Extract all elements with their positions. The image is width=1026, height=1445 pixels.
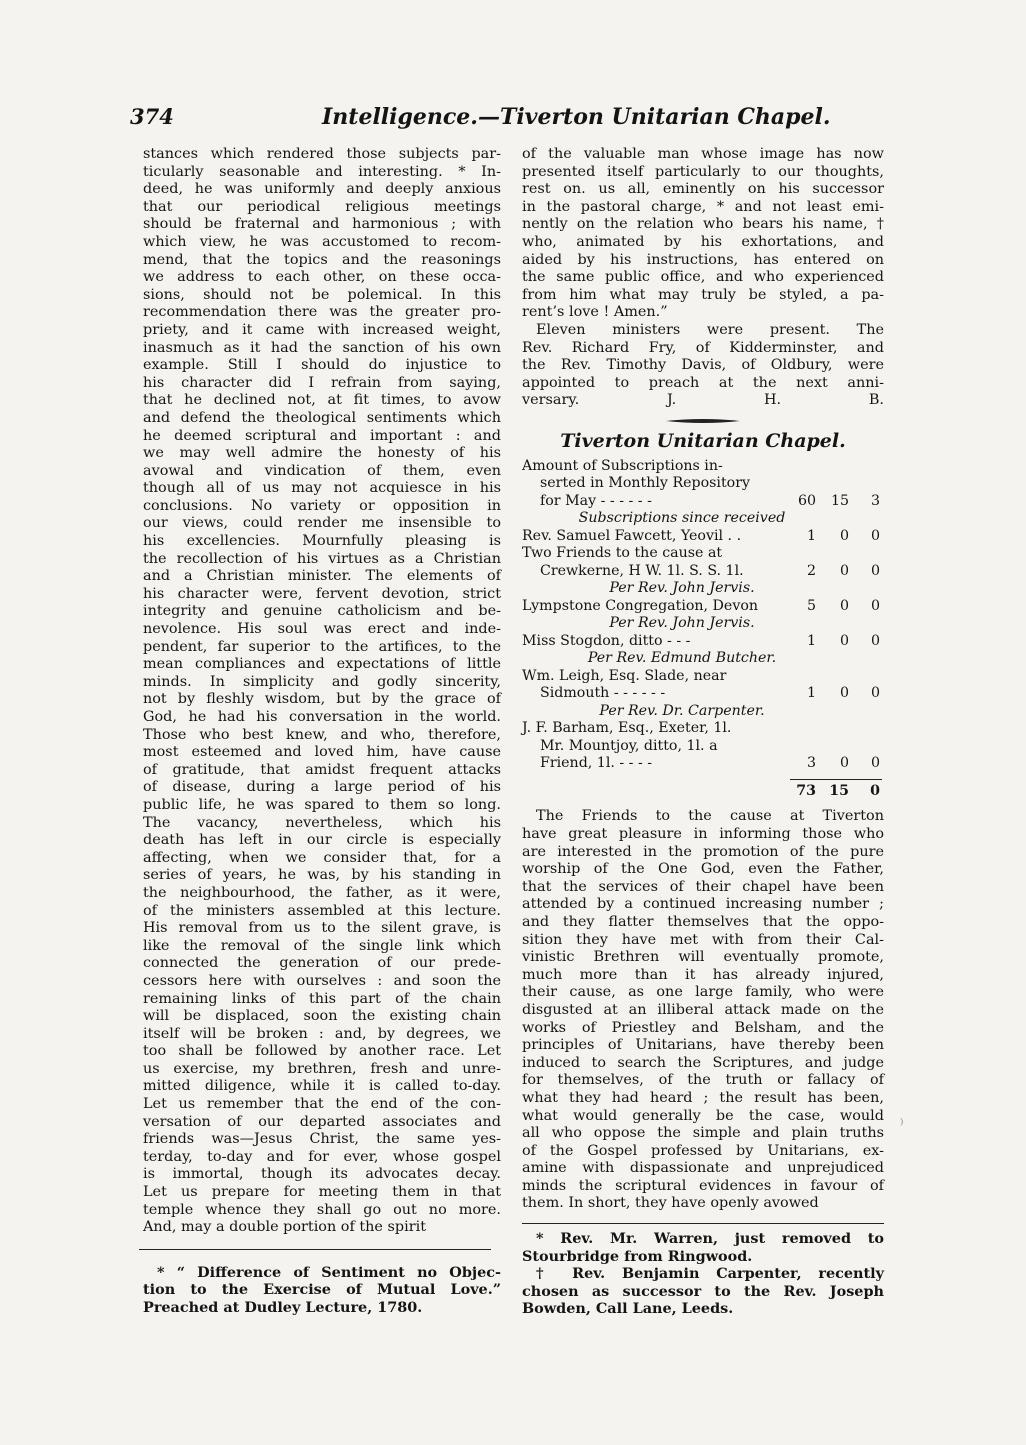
text-line: remaining links of this part of the chain — [143, 990, 501, 1007]
text-line: ticularly seasonable and interesting. * In- — [143, 163, 501, 180]
total-pounds: 73 — [796, 782, 816, 799]
text-line: temple whence they shall go out no more. — [143, 1201, 501, 1218]
text-line: example. Still I should do injustice to — [143, 357, 501, 374]
subscription-row — [522, 528, 884, 546]
subscription-row — [522, 458, 884, 476]
text-line: is immortal, though its advocates decay. — [143, 1166, 501, 1183]
text-line: the recollection of his virtues as a Christian — [143, 550, 501, 567]
text-line: mend, that the topics and the reasonings — [143, 251, 501, 268]
text-line: recommendation there was the greater pro- — [143, 304, 501, 321]
left-body-text — [143, 146, 501, 1237]
amount-shillings: 0 — [839, 527, 849, 544]
amount-pounds: 60 — [797, 492, 816, 509]
text-line: aided by his instructions, has entered on — [522, 251, 884, 268]
text-line: itself will be broken : and, by degrees, we — [143, 1025, 501, 1042]
text-line: affecting, when we consider that, for a — [143, 849, 501, 866]
text-line: minds. In simplicity and godly sincerity, — [143, 673, 501, 690]
text-line: what would generally be the case, would — [522, 1107, 884, 1124]
footnote-line: tion to the Exercise of Mutual Love.” — [143, 1281, 501, 1299]
subscription-row — [522, 545, 884, 563]
subscription-row — [522, 668, 884, 686]
amount-pounds: 1 — [806, 527, 816, 544]
text-line: cessors here with ourselves : and soon the — [143, 972, 501, 989]
subscription-text: Amount of Subscriptions in- — [522, 457, 723, 474]
amount-shillings: 0 — [839, 562, 849, 579]
text-line: the same public office, and who experienced — [522, 269, 884, 286]
text-line: not by fleshly wisdom, but by the grace of — [143, 691, 501, 708]
subscription-text: Crewkerne, H W. 1l. S. S. 1l. — [540, 562, 744, 579]
subscription-text: Per Rev. John Jervis. — [609, 615, 755, 632]
subscription-row — [522, 738, 884, 756]
amount-pounds: 1 — [806, 685, 816, 702]
subscription-row — [522, 633, 884, 651]
footnote-line: chosen as successor to the Rev. Joseph — [522, 1282, 884, 1300]
running-title: Intelligence.—Tiverton Unitarian Chapel. — [322, 104, 831, 130]
text-line: amine with dispassionate and unprejudiced — [522, 1160, 884, 1177]
footnote-line: † Rev. Benjamin Carpenter, recently — [536, 1265, 884, 1283]
text-line: versary. J. H. B. — [522, 392, 884, 409]
text-line: mitted diligence, while it is called to-day. — [143, 1078, 501, 1095]
text-line: though all of us may not acquiesce in his — [143, 480, 501, 497]
text-line: vinistic Brethren will eventually promote, — [522, 949, 884, 966]
subscription-text: for May - - - - - - — [540, 492, 652, 509]
amount-pounds: 1 — [806, 632, 816, 649]
text-line: His removal from us to the silent grave, is — [143, 920, 501, 937]
amount-pence: 0 — [870, 527, 880, 544]
text-line: of disease, during a large period of his — [143, 779, 501, 796]
subscription-text: Subscriptions since received — [578, 510, 786, 527]
subscription-text: Miss Stogdon, ditto - - - — [522, 632, 691, 649]
text-line: that our periodical religious meetings — [143, 198, 501, 215]
text-line: Let us prepare for meeting them in that — [143, 1184, 501, 1201]
text-line: should be fraternal and harmonious ; with — [143, 216, 501, 233]
text-line: avowal and vindication of them, even — [143, 462, 501, 479]
total-pence: 0 — [870, 782, 880, 799]
text-line: his character were, fervent devotion, strict — [143, 585, 501, 602]
text-line: Rev. Richard Fry, of Kidderminster, and — [522, 339, 884, 356]
total-shillings: 15 — [829, 782, 849, 799]
text-line: Let us remember that the end of the con- — [143, 1096, 501, 1113]
subscription-row — [522, 720, 884, 738]
text-line: his excellencies. Mournfully pleasing is — [143, 533, 501, 550]
text-line: deed, he was uniformly and deeply anxious — [143, 181, 501, 198]
amount-shillings: 0 — [839, 755, 849, 772]
footnote-line: * “ Difference of Sentiment no Objec- — [157, 1263, 501, 1281]
text-line: And, may a double portion of the spirit — [143, 1219, 426, 1236]
text-line: of gratitude, that amidst frequent attacks — [143, 761, 501, 778]
subscription-text: Friend, 1l. - - - - — [540, 755, 653, 772]
text-line: from him what may truly be styled, a pa- — [522, 286, 884, 303]
subscription-text: Per Rev. Dr. Carpenter. — [599, 702, 765, 719]
amount-pence: 3 — [870, 492, 880, 509]
footnote-line: Bowden, Call Lane, Leeds. — [522, 1300, 734, 1318]
text-line: rent’s love ! Amen.” — [522, 304, 668, 321]
text-line: which view, he was accustomed to recom- — [143, 233, 501, 250]
subscription-row — [522, 598, 884, 616]
text-line: sition they have met with from their Cal- — [522, 931, 884, 948]
subscription-text: Mr. Mountjoy, ditto, 1l. a — [540, 737, 718, 754]
text-line: induced to search the Scriptures, and judge — [522, 1054, 884, 1071]
left-footnote — [143, 1264, 501, 1317]
text-line: and a Christian minister. The elements of — [143, 568, 501, 585]
right-footnotes — [522, 1230, 884, 1318]
text-line: minds the scriptural evidences in favour of — [522, 1177, 884, 1194]
text-line: what they had heard ; the result has been, — [522, 1089, 884, 1106]
text-line: that the services of their chapel have been — [522, 878, 884, 895]
text-line: most esteemed and loved him, have cause — [143, 744, 501, 761]
right-body-text — [522, 808, 884, 1213]
text-line: their cause, as one large family, who were — [522, 984, 884, 1001]
text-line: worship of the One God, even the Father, — [522, 861, 884, 878]
text-line: nevolence. His soul was erect and inde- — [143, 621, 501, 638]
subscription-via-row — [522, 510, 884, 528]
right-column — [522, 146, 884, 1318]
text-line: them. In short, they have openly avowed — [522, 1195, 819, 1212]
text-line: much more than it has already injured, — [522, 966, 884, 983]
subscription-text: Per Rev. John Jervis. — [609, 580, 755, 597]
text-line: that he declined not, at fit times, to avow — [143, 392, 501, 409]
text-line: too shall be followed by another race. Let — [143, 1043, 501, 1060]
text-line: like the removal of the single link which — [143, 937, 501, 954]
text-line: presented itself particularly to our thoughts, — [522, 163, 884, 180]
text-line: God, he had his conversation in the world. — [143, 709, 501, 725]
text-line: versation of our departed associates and — [143, 1113, 501, 1130]
footnote-line: Preached at Dudley Lecture, 1780. — [143, 1299, 423, 1316]
text-line: who, animated by his exhortations, and — [522, 233, 884, 250]
subscription-text: Two Friends to the cause at — [522, 545, 723, 562]
subscription-text: Sidmouth - - - - - - — [540, 685, 666, 702]
margin-mark: ⁾ — [900, 1117, 904, 1133]
text-line: principles of Unitarians, have thereby been — [522, 1037, 884, 1054]
text-line: in the pastoral charge, * and not least emi- — [522, 198, 884, 215]
text-line: priety, and it came with increased weight, — [143, 321, 501, 338]
ornament-divider — [666, 418, 740, 424]
subscriptions-total-row — [522, 783, 884, 801]
text-line: and they flatter themselves that the oppo- — [522, 913, 884, 930]
text-line: his character did I refrain from saying, — [143, 374, 501, 391]
subscription-via-row — [522, 615, 884, 633]
subscription-via-row — [522, 703, 884, 721]
text-line: mean compliances and expectations of little — [143, 656, 501, 673]
text-line: rest on. us all, eminently on his successor — [522, 181, 884, 198]
text-line: we may well admire the honesty of his — [143, 445, 501, 462]
text-line: Those who best knew, and who, therefore, — [143, 726, 501, 743]
amount-pence: 0 — [870, 685, 880, 702]
text-line: the Rev. Timothy Davis, of Oldbury, were — [522, 357, 884, 374]
text-line: we address to each other, on these occa- — [143, 269, 501, 286]
text-line: death has left in our circle is especially — [143, 832, 501, 849]
text-line: The Friends to the cause at Tiverton — [536, 808, 884, 825]
footnote-line: * Rev. Mr. Warren, just removed to — [536, 1230, 884, 1248]
text-line: nently on the relation who bears his name, † — [522, 216, 884, 233]
amount-pounds: 2 — [806, 562, 816, 579]
amount-pence: 0 — [870, 562, 880, 579]
subscription-row — [522, 475, 884, 493]
amount-pence: 0 — [870, 632, 880, 649]
subscription-row — [522, 493, 884, 511]
text-line: inasmuch as it had the sanction of his own — [143, 339, 501, 356]
text-line: friends was—Jesus Christ, the same yes- — [143, 1131, 501, 1148]
text-line: works of Priestley and Belsham, and the — [522, 1019, 884, 1036]
text-line: terday, to-day and for ever, whose gospel — [143, 1148, 501, 1165]
text-line: all who oppose the simple and plain truths — [522, 1125, 884, 1142]
amount-pounds: 5 — [806, 597, 816, 614]
subscription-text: Rev. Samuel Fawcett, Yeovil . . — [522, 527, 742, 544]
text-line: for themselves, of the truth or fallacy of — [522, 1072, 884, 1089]
text-line: will be displaced, soon the existing chain — [143, 1008, 501, 1025]
text-line: us exercise, my brethren, fresh and unre- — [143, 1060, 501, 1077]
text-line: sions, should not be polemical. In this — [143, 286, 501, 303]
text-line: are interested in the promotion of the pure — [522, 843, 884, 860]
text-line: The vacancy, nevertheless, which his — [143, 814, 501, 831]
text-line: connected the generation of our prede- — [143, 955, 501, 972]
subscription-via-row — [522, 650, 884, 668]
subscriptions-table — [522, 458, 884, 773]
text-line: disgusted at an illiberal attack made on the — [522, 1001, 884, 1018]
text-line: our views, could render me insensible to — [143, 515, 501, 532]
subscription-row — [522, 685, 884, 703]
total-rule — [790, 779, 882, 780]
subscription-row — [522, 563, 884, 581]
amount-pence: 0 — [870, 597, 880, 614]
text-line: the neighbourhood, the father, as it were, — [143, 884, 501, 901]
page-header — [130, 102, 900, 134]
text-line: of the Gospel professed by Unitarians, ex- — [522, 1142, 884, 1159]
right-intro-text — [522, 146, 884, 410]
subscription-text: serted in Monthly Repository — [540, 475, 750, 492]
text-line: stances which rendered those subjects par- — [143, 146, 501, 162]
text-line: of the ministers assembled at this lecture. — [143, 902, 501, 919]
text-line: he deemed scriptural and important : and — [143, 427, 501, 444]
text-line: integrity and genuine catholicism and be- — [143, 603, 501, 620]
text-line: appointed to preach at the next anni- — [522, 374, 884, 391]
subscription-text: Lympstone Congregation, Devon — [522, 597, 759, 614]
left-column — [143, 146, 501, 1317]
text-line: attended by a continued increasing number ; — [522, 896, 884, 913]
text-line: have great pleasure in informing those who — [522, 826, 884, 842]
amount-shillings: 0 — [839, 685, 849, 702]
section-title: Tiverton Unitarian Chapel. — [560, 429, 846, 452]
page-number: 374 — [130, 104, 174, 129]
text-line: conclusions. No variety or opposition in — [143, 497, 501, 514]
text-line: Eleven ministers were present. The — [536, 321, 884, 338]
amount-pounds: 3 — [806, 755, 816, 772]
subscription-row — [522, 755, 884, 773]
amount-shillings: 0 — [839, 597, 849, 614]
subscription-via-row — [522, 580, 884, 598]
amount-shillings: 0 — [839, 632, 849, 649]
subscription-text: Wm. Leigh, Esq. Slade, near — [522, 667, 727, 684]
text-line: public life, he was spared to them so long. — [143, 796, 501, 813]
text-line: of the valuable man whose image has now — [522, 146, 884, 162]
amount-pence: 0 — [870, 755, 880, 772]
subscription-text: Per Rev. Edmund Butcher. — [587, 650, 777, 667]
amount-shillings: 15 — [830, 492, 849, 509]
footnote-line: Stourbridge from Ringwood. — [522, 1247, 753, 1265]
subscription-text: J. F. Barham, Esq., Exeter, 1l. — [522, 720, 732, 737]
text-line: series of years, he was, by his standing in — [143, 867, 501, 884]
text-line: and defend the theological sentiments which — [143, 409, 501, 426]
text-line: pendent, far superior to the artifices, to the — [143, 638, 501, 655]
